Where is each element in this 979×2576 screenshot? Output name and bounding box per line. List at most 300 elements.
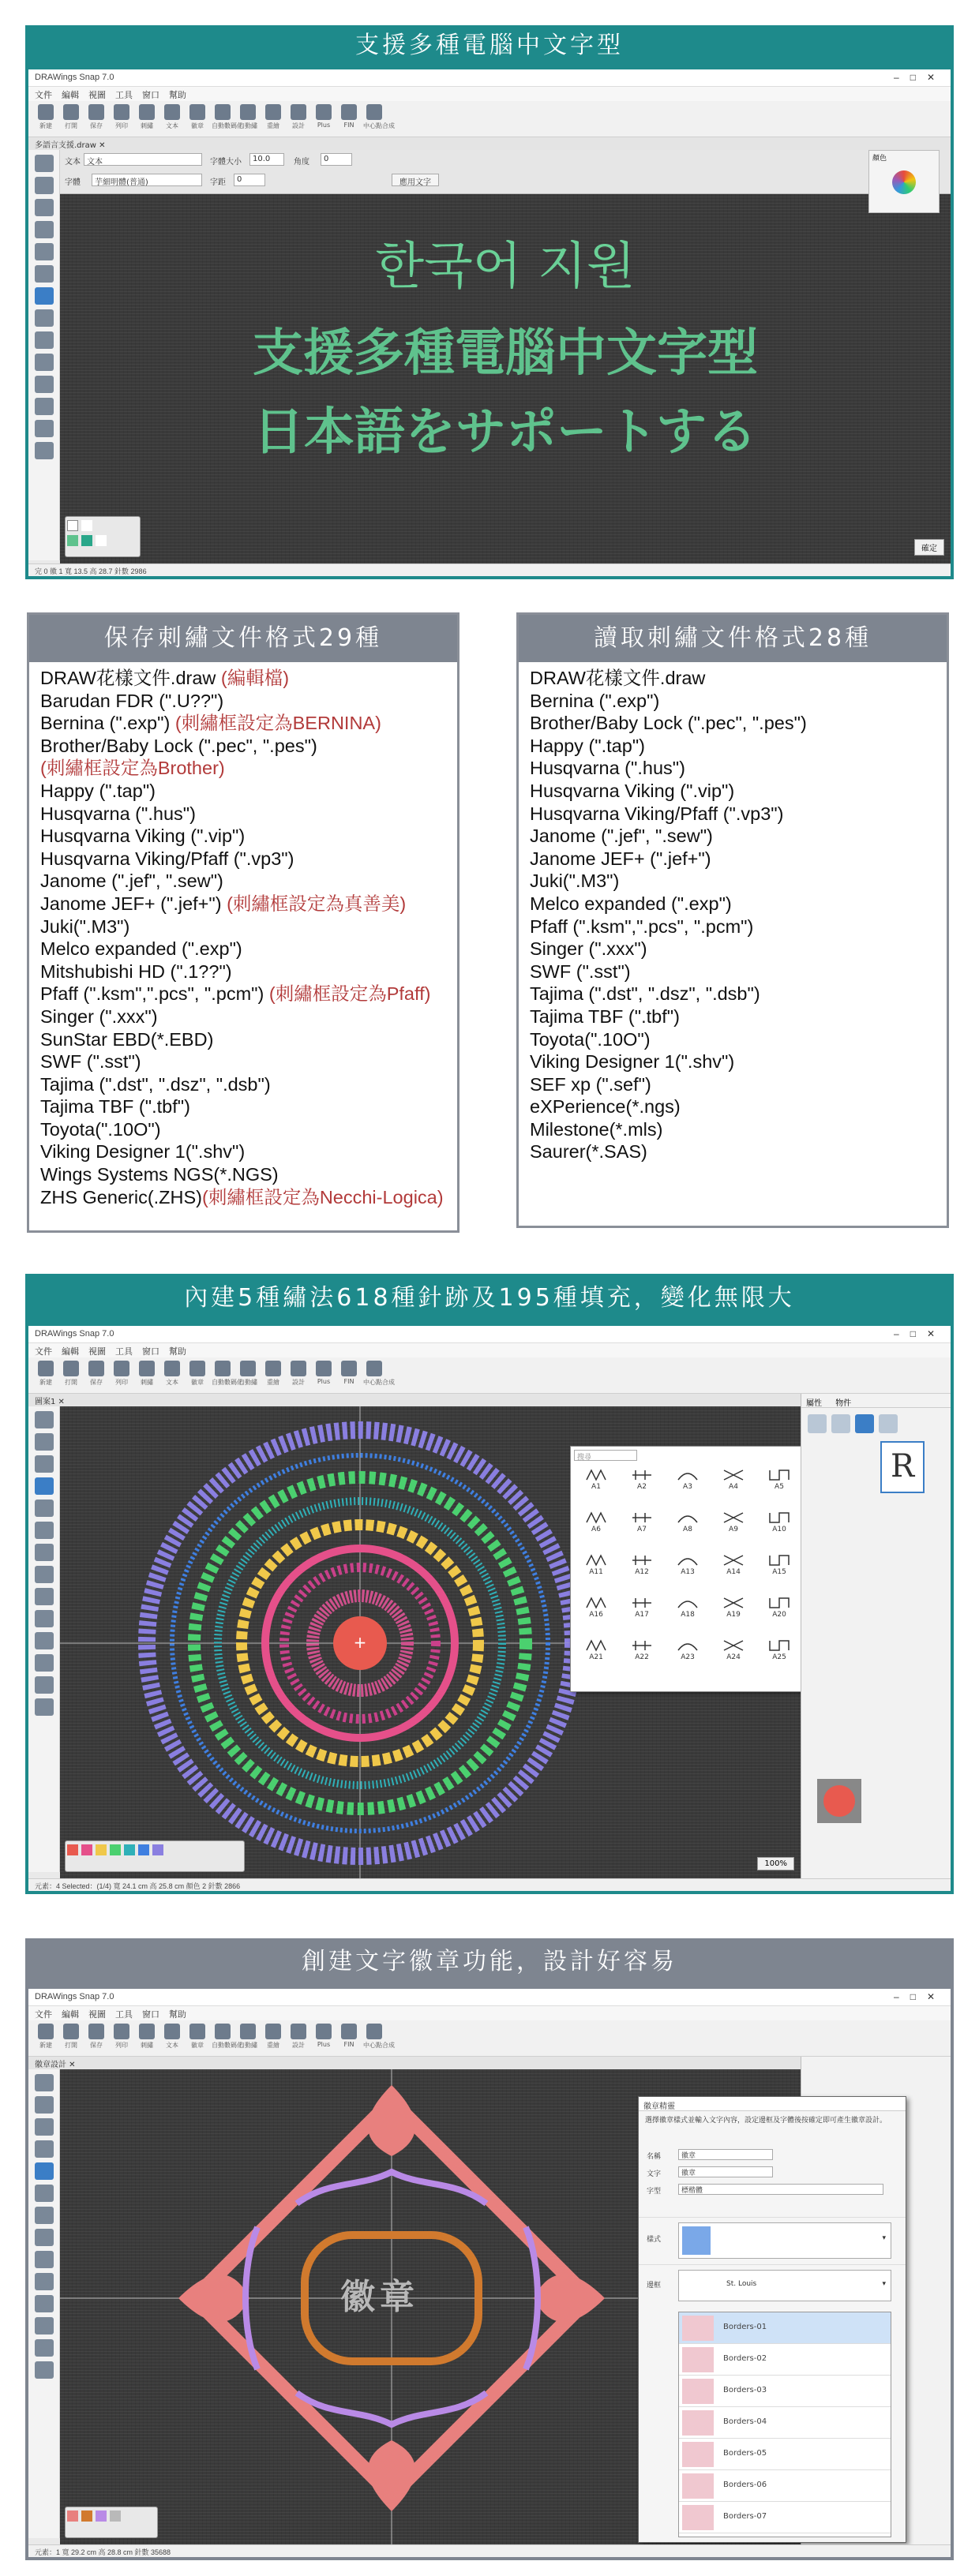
tool-icon[interactable] [35, 1676, 54, 1694]
tool-icon[interactable] [35, 2317, 54, 2334]
format-item: Janome JEF+ (".jef+") [530, 848, 711, 869]
korean-demo-text: 한국어 지원 [375, 238, 636, 296]
format-name: Bernina (".exp") [40, 713, 175, 734]
tool-icon[interactable] [35, 1433, 54, 1451]
tool-icon[interactable] [35, 1411, 54, 1428]
read-formats-box [516, 612, 949, 1228]
tool-icon[interactable] [35, 420, 54, 437]
format-item: Singer (".xxx") [530, 938, 647, 960]
swatch-rose[interactable] [67, 2510, 78, 2522]
tool-label: 自動繡 [238, 2042, 257, 2049]
format-item [40, 960, 446, 983]
border-thumbnail [682, 2505, 714, 2530]
format-item: Husqvarna (".hus") [530, 758, 685, 779]
apply-text-button[interactable]: 應用文字 [392, 174, 439, 186]
tool-icon [291, 104, 306, 120]
tool-icon[interactable] [35, 2162, 54, 2180]
size-input[interactable]: 10.0 [249, 153, 284, 166]
tool-icon [164, 104, 180, 120]
swatch-blue[interactable] [138, 1844, 149, 1855]
window-controls[interactable]: –□✕ [894, 72, 946, 83]
tool-icon[interactable] [35, 1610, 54, 1627]
border-option[interactable] [679, 2344, 891, 2376]
menubar [28, 2006, 951, 2020]
swatch-teal[interactable] [124, 1844, 135, 1855]
tool-label: 重繪 [267, 122, 279, 129]
tool-icon[interactable] [35, 2207, 54, 2224]
tool-label: 自動數碼化 [212, 2042, 243, 2049]
ribbon-tool[interactable] [363, 1361, 395, 1389]
tool-icon[interactable] [35, 1632, 54, 1649]
border-option[interactable] [679, 2376, 891, 2407]
stitch-code: A25 [772, 1653, 786, 1661]
ribbon-tool[interactable] [85, 2024, 107, 2052]
tool-icon[interactable] [35, 398, 54, 415]
name-input[interactable]: 徽章 [678, 2149, 773, 2160]
stitch-option[interactable] [579, 1467, 613, 1499]
tool-label: 自動繡 [238, 1379, 257, 1386]
format-name: SWF (".sst") [40, 1051, 141, 1073]
tool-label: 徽章 [191, 2042, 204, 2049]
tool-icon [139, 1361, 155, 1376]
swatch-green[interactable] [110, 1844, 121, 1855]
design-canvas[interactable] [60, 1406, 801, 1878]
chevron-down-icon[interactable]: ▾ [882, 2280, 886, 2288]
ribbon-tool[interactable] [111, 1361, 133, 1389]
format-item [40, 1050, 446, 1073]
stitch-option[interactable] [670, 1595, 705, 1627]
format-name: Tajima TBF (".tbf") [40, 1096, 190, 1118]
stitch-option[interactable] [762, 1510, 797, 1541]
no-color-swatch[interactable] [67, 520, 78, 531]
menu-item[interactable]: 窗口 [142, 2010, 159, 2020]
tool-icon[interactable] [35, 2118, 54, 2136]
tool-icon [341, 2024, 357, 2039]
stitch-picker-popup[interactable] [570, 1446, 827, 1692]
ribbon-tool[interactable] [161, 2024, 183, 2052]
tool-icon[interactable] [35, 354, 54, 371]
app-window-stitches [25, 1323, 954, 1894]
menu-item[interactable]: 文件 [35, 91, 52, 100]
color-palette[interactable] [65, 516, 141, 557]
document-tab[interactable]: 圖案1 ✕ [28, 1394, 801, 1406]
ribbon-tool[interactable] [363, 104, 395, 133]
ribbon-tool[interactable] [313, 2024, 335, 2052]
stitch-option[interactable] [670, 1638, 705, 1669]
tool-icon [240, 104, 256, 120]
ribbon-tool[interactable] [262, 104, 284, 133]
ribbon-tool[interactable] [161, 1361, 183, 1389]
ribbon-toolbar [28, 101, 951, 137]
tool-icon[interactable] [35, 265, 54, 283]
format-item [40, 893, 446, 915]
tool-icon[interactable] [35, 1522, 54, 1539]
left-toolbar [28, 1406, 60, 1872]
format-name: Juki(".M3") [40, 915, 130, 937]
stitch-option[interactable] [716, 1552, 751, 1584]
menu-item[interactable]: 視圖 [88, 2010, 106, 2020]
format-item [40, 1028, 446, 1051]
tool-icon[interactable] [35, 2140, 54, 2158]
tool-icon[interactable] [35, 2361, 54, 2379]
menu-item[interactable]: 幫助 [169, 2010, 186, 2020]
status-bar: 元素：1 寬 29.2 cm 高 28.8 cm 針數 35688 [28, 2544, 951, 2557]
stitch-pattern-icon [721, 1638, 746, 1653]
tool-icon[interactable] [35, 287, 54, 305]
angle-input[interactable]: 0 [321, 153, 352, 166]
window-controls[interactable]: –□✕ [894, 1991, 946, 2002]
tool-label: 中心點合成 [363, 2042, 395, 2049]
menu-item[interactable]: 視圖 [88, 91, 106, 100]
ribbon-tool[interactable] [186, 1361, 208, 1389]
format-item [40, 712, 446, 735]
format-item: Pfaff (".ksm",".pcs", ".pcm") [530, 915, 754, 937]
ribbon-tool[interactable] [60, 2024, 82, 2052]
ribbon-tool[interactable] [287, 1361, 309, 1389]
tool-label: 自動繡 [238, 122, 257, 129]
menu-item[interactable]: 工具 [115, 1347, 133, 1357]
tool-label: FIN [343, 122, 354, 129]
tool-icon [265, 2024, 281, 2039]
ribbon-tool[interactable] [287, 2024, 309, 2052]
swatch-orange[interactable] [81, 2510, 92, 2522]
tool-icon [164, 2024, 180, 2039]
font-select[interactable]: 芋細明體(普通) [92, 174, 202, 186]
tool-icon[interactable] [35, 2251, 54, 2268]
format-name: Husqvarna Viking (".vip") [40, 826, 246, 847]
left-toolbar [28, 150, 60, 560]
color-palette[interactable] [65, 1840, 245, 1872]
ribbon-tool[interactable] [60, 104, 82, 133]
menu-item[interactable]: 工具 [115, 2010, 133, 2020]
swatch-violet[interactable] [152, 1844, 163, 1855]
ribbon-tool[interactable] [363, 2024, 395, 2052]
window-title: DRAWings Snap 7.0 [35, 1992, 114, 2001]
color-wheel-icon[interactable] [892, 170, 916, 194]
stitch-pattern-icon [629, 1552, 655, 1568]
swatch-gray[interactable] [110, 2510, 121, 2522]
color-palette[interactable] [65, 2507, 158, 2538]
format-note: (刺繡框設定為真善美) [227, 893, 407, 914]
stitch-option[interactable] [625, 1595, 659, 1627]
ribbon-tool[interactable] [237, 1361, 259, 1389]
stitch-option[interactable] [716, 1467, 751, 1499]
ribbon-tool[interactable] [111, 104, 133, 133]
tool-label: 設計 [292, 122, 305, 129]
window-title: DRAWings Snap 7.0 [35, 1329, 114, 1339]
menu-item[interactable]: 窗口 [142, 91, 159, 100]
border-option[interactable] [679, 2407, 891, 2439]
tool-icon [189, 1361, 205, 1376]
ribbon-tool[interactable] [237, 104, 259, 133]
ribbon-tool[interactable] [338, 104, 360, 133]
tool-icon[interactable] [35, 2185, 54, 2202]
tool-icon[interactable] [35, 177, 54, 194]
ribbon-tool[interactable] [237, 2024, 259, 2052]
tool-icon[interactable] [35, 1477, 54, 1495]
format-item: Bernina (".exp") [530, 690, 660, 711]
ribbon-tool[interactable] [85, 104, 107, 133]
tool-label: 保存 [90, 1379, 103, 1386]
format-item [40, 983, 446, 1005]
stitch-option[interactable] [762, 1638, 797, 1669]
ribbon-tool[interactable] [136, 104, 158, 133]
tool-label: 列印 [115, 1379, 128, 1386]
tool-icon[interactable] [35, 2074, 54, 2091]
tool-label: Plus [317, 122, 331, 129]
stitch-search-input[interactable]: 搜尋 [574, 1450, 637, 1461]
ribbon-tool[interactable] [111, 2024, 133, 2052]
tool-icon[interactable] [35, 1588, 54, 1605]
stitch-pattern-icon [583, 1552, 609, 1568]
format-item: Janome (".jef", ".sew") [530, 826, 713, 847]
format-name: DRAW花樣文件.draw [40, 668, 221, 688]
tool-icon[interactable] [35, 331, 54, 349]
stitch-option[interactable] [579, 1552, 613, 1584]
menu-item[interactable]: 視圖 [88, 1347, 106, 1357]
document-tab[interactable]: 徽章設計 ✕ [28, 2057, 801, 2069]
read-formats-list [519, 662, 947, 1168]
tool-label: 新建 [39, 2042, 52, 2049]
ribbon-tool[interactable] [212, 104, 243, 133]
stitch-type-icons[interactable] [808, 1414, 944, 1435]
ribbon-tool[interactable] [60, 1361, 82, 1389]
tool-icon [88, 104, 104, 120]
tool-icon [88, 1361, 104, 1376]
text-label: 文本 [65, 158, 81, 167]
stitch-code: A1 [591, 1483, 601, 1491]
ribbon-tool[interactable] [136, 2024, 158, 2052]
menu-item[interactable]: 文件 [35, 1347, 52, 1357]
format-item: Toyota(".10O") [530, 1028, 651, 1050]
badge-text[interactable]: 徽章 [340, 2277, 419, 2317]
stitch-code: A19 [726, 1611, 741, 1619]
tool-label: 中心點合成 [363, 122, 395, 129]
design-canvas[interactable] [60, 194, 951, 564]
zoom-button[interactable]: 100% [757, 1857, 794, 1870]
tool-icon [240, 1361, 256, 1376]
border-label: 邊框 [647, 2282, 662, 2290]
tool-icon[interactable] [35, 199, 54, 216]
menu-item[interactable]: 幫助 [169, 91, 186, 100]
tool-icon[interactable] [35, 376, 54, 393]
menu-item[interactable]: 工具 [115, 91, 133, 100]
stitch-type-icon[interactable] [808, 1414, 827, 1433]
stitch-code: A20 [772, 1611, 786, 1619]
menu-item[interactable]: 編輯 [62, 2010, 79, 2020]
stitch-option[interactable] [762, 1467, 797, 1499]
swatch-white[interactable] [96, 535, 107, 546]
stitch-option[interactable] [625, 1510, 659, 1541]
style-thumbnail [682, 2226, 711, 2255]
stitch-option[interactable] [716, 1595, 751, 1627]
ribbon-tool[interactable] [262, 1361, 284, 1389]
tab-objects[interactable]: 物件 [835, 1399, 852, 1408]
tool-label: 打開 [65, 2042, 77, 2049]
stitch-code: A7 [637, 1526, 647, 1533]
dialog-description: 選擇徽章樣式並輸入文字內容，設定邊框及字體後按確定即可產生徽章設計。 [645, 2117, 887, 2125]
tool-icon[interactable] [35, 1455, 54, 1473]
tool-icon[interactable] [35, 2229, 54, 2246]
tool-icon[interactable] [35, 221, 54, 238]
stitch-option[interactable] [579, 1638, 613, 1669]
swatch-pink[interactable] [81, 1844, 92, 1855]
border-select[interactable] [678, 2270, 891, 2301]
color-preview[interactable] [817, 1779, 861, 1823]
tool-icon[interactable] [35, 2295, 54, 2312]
tool-label: 中心點合成 [363, 1379, 395, 1386]
tool-icon [265, 104, 281, 120]
ok-button[interactable]: 確定 [914, 539, 944, 556]
stitch-option[interactable] [716, 1638, 751, 1669]
tool-icon[interactable] [35, 243, 54, 260]
stitch-type-icon[interactable] [879, 1414, 898, 1433]
menu-item[interactable]: 編輯 [62, 91, 79, 100]
swatch-yellow[interactable] [96, 1844, 107, 1855]
tool-icon [114, 1361, 129, 1376]
spacing-input[interactable]: 0 [234, 174, 265, 186]
stitch-option[interactable] [716, 1510, 751, 1541]
stitch-pattern-icon [675, 1467, 700, 1483]
stitch-option[interactable] [670, 1552, 705, 1584]
ribbon-tool[interactable] [35, 2024, 57, 2052]
ribbon-tool[interactable] [136, 1361, 158, 1389]
tool-icon[interactable] [35, 1544, 54, 1561]
ribbon-tool[interactable] [212, 1361, 243, 1389]
border-option[interactable] [679, 2470, 891, 2502]
tool-label: 刺繡 [141, 1379, 153, 1386]
stitch-code: A22 [635, 1653, 649, 1661]
border-thumbnail [682, 2442, 714, 2467]
text-input[interactable]: 文本 [84, 153, 202, 166]
format-note: (刺繡框設定為Pfaff) [268, 983, 431, 1005]
swatch-red[interactable] [67, 1844, 78, 1855]
ribbon-tool[interactable] [35, 1361, 57, 1389]
tool-icon [240, 2024, 256, 2039]
stitch-option[interactable] [625, 1552, 659, 1584]
tool-icon[interactable] [35, 1654, 54, 1672]
format-item [40, 938, 446, 960]
text-input[interactable]: 徽章 [678, 2166, 773, 2177]
left-toolbar [28, 2069, 60, 2538]
tool-icon[interactable] [35, 155, 54, 172]
stitch-pattern-icon [583, 1638, 609, 1653]
stitch-pattern-icon [767, 1638, 792, 1653]
format-item: Happy (".tap") [530, 735, 645, 756]
ribbon-tool[interactable] [35, 104, 57, 133]
ribbon-tool[interactable] [338, 1361, 360, 1389]
tool-icon[interactable] [35, 1698, 54, 1716]
format-note: (刺繡框設定為Brother) [40, 758, 225, 779]
stitch-preview[interactable]: R [880, 1441, 925, 1493]
tool-icon[interactable] [35, 2273, 54, 2290]
document-tab[interactable]: 多語言支援.draw ✕ [28, 137, 951, 150]
size-label: 字體大小 [210, 158, 242, 167]
format-name: Pfaff (".ksm",".pcs", ".pcm") [40, 983, 269, 1005]
format-name: Husqvarna (".hus") [40, 803, 196, 824]
tool-icon[interactable] [35, 2096, 54, 2114]
stitch-option[interactable] [762, 1595, 797, 1627]
name-label: 名稱 [647, 2153, 662, 2161]
format-item [40, 848, 446, 871]
style-select[interactable] [678, 2222, 891, 2259]
chevron-down-icon[interactable]: ▾ [882, 2234, 886, 2242]
window-titlebar [28, 1989, 951, 2006]
ribbon-tool[interactable] [287, 104, 309, 133]
app-window-fonts [25, 66, 954, 579]
swatch-lilac[interactable] [96, 2510, 107, 2522]
tool-icon[interactable] [35, 1566, 54, 1583]
ribbon-tool[interactable] [212, 2024, 243, 2052]
ribbon-tool[interactable] [161, 104, 183, 133]
ribbon-tool[interactable] [262, 2024, 284, 2052]
window-controls[interactable]: –□✕ [894, 1328, 946, 1339]
transparent-swatch[interactable] [81, 520, 92, 531]
ribbon-tool[interactable] [85, 1361, 107, 1389]
ribbon-tool[interactable] [313, 1361, 335, 1389]
menu-item[interactable]: 幫助 [169, 1347, 186, 1357]
stitch-code: A10 [772, 1526, 786, 1533]
tool-icon[interactable] [35, 1500, 54, 1517]
tool-icon [88, 2024, 104, 2039]
format-item: Husqvarna Viking/Pfaff (".vp3") [530, 803, 784, 824]
ribbon-tool[interactable] [338, 2024, 360, 2052]
ribbon-tool[interactable] [186, 104, 208, 133]
tool-label: 新建 [39, 122, 52, 129]
stitch-option[interactable] [579, 1595, 613, 1627]
badge-wizard-dialog[interactable] [638, 2096, 906, 2543]
stitch-option[interactable] [670, 1510, 705, 1541]
spacing-label: 字距 [210, 178, 226, 187]
format-name: Singer (".xxx") [40, 1005, 158, 1027]
menubar [28, 87, 951, 101]
border-option[interactable] [679, 2439, 891, 2470]
tool-icon[interactable] [35, 2339, 54, 2357]
stitch-option[interactable] [762, 1552, 797, 1584]
tool-label: Plus [317, 1378, 331, 1385]
border-dropdown-list[interactable] [678, 2312, 891, 2537]
ribbon-tool[interactable] [313, 104, 335, 133]
tool-icon [341, 104, 357, 120]
menu-item[interactable]: 窗口 [142, 1347, 159, 1357]
stitch-pattern-icon [629, 1467, 655, 1483]
stitch-type-icon[interactable] [831, 1414, 850, 1433]
ribbon-tool[interactable] [186, 2024, 208, 2052]
tool-icon [189, 104, 205, 120]
color-panel[interactable] [868, 150, 940, 213]
tool-icon[interactable] [35, 442, 54, 459]
stitch-option[interactable] [579, 1510, 613, 1541]
stitch-option[interactable] [625, 1638, 659, 1669]
tab-properties[interactable]: 屬性 [806, 1399, 822, 1408]
tool-label: 自動數碼化 [212, 1379, 243, 1386]
tool-icon[interactable] [35, 309, 54, 327]
menu-item[interactable]: 文件 [35, 2010, 52, 2020]
format-note: (刺繡框設定為Necchi-Logica) [202, 1186, 444, 1208]
border-option[interactable] [679, 2312, 891, 2344]
stitch-option[interactable] [670, 1467, 705, 1499]
font-select[interactable]: 標楷體 [678, 2184, 883, 2195]
tool-label: 徽章 [191, 122, 204, 129]
stitch-pattern-icon [721, 1595, 746, 1611]
swatch-green[interactable] [67, 535, 78, 546]
stitch-type-icon-active[interactable] [855, 1414, 874, 1433]
format-item: Milestone(*.mls) [530, 1118, 663, 1140]
border-option[interactable] [679, 2502, 891, 2533]
menu-item[interactable]: 編輯 [62, 1347, 79, 1357]
stitch-option[interactable] [625, 1467, 659, 1499]
swatch-teal[interactable] [81, 535, 92, 546]
